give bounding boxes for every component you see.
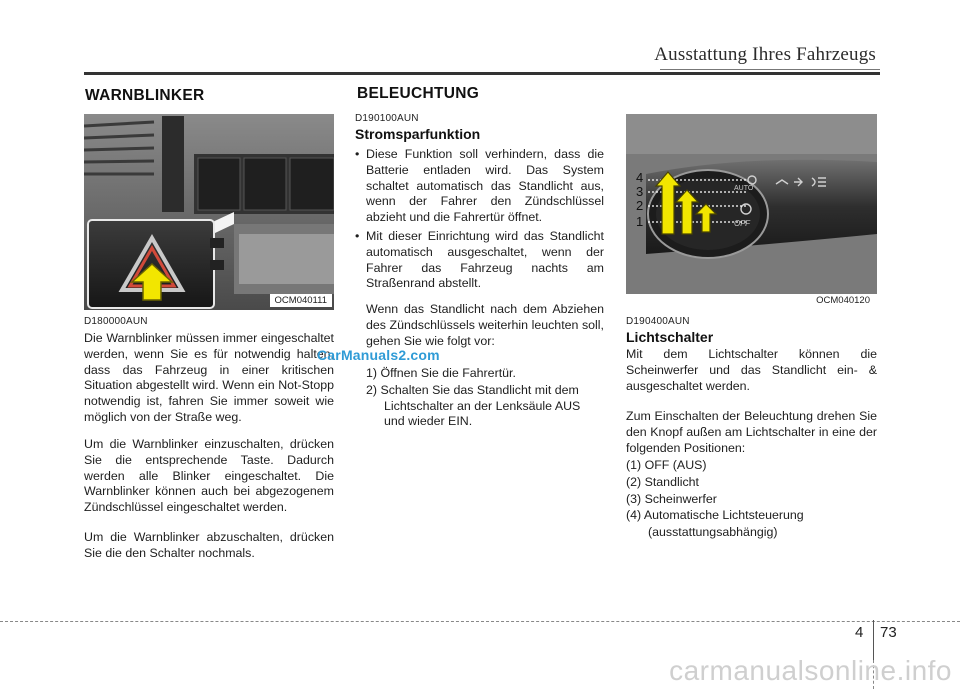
position-3: (3) Scheinwerfer	[626, 491, 717, 506]
header-rule	[84, 72, 880, 75]
stromspar-followup: Wenn das Standlicht nach dem Abziehen des Zündschlüssels weiterhin leuchten soll, gehen Sie wie folgt vor:	[366, 302, 604, 348]
lichtschalter-paragraph-2: Zum Einschalten der Beleuchtung drehen Sie den Knopf außen am Lichtschalter in eine der folgenden Positionen:	[626, 409, 877, 455]
code-beleuchtung: D190100AUN	[355, 113, 419, 124]
hazard-switch-illustration	[84, 114, 334, 310]
section-title-beleuchtung: BELEUCHTUNG	[357, 85, 480, 102]
figure-number-3: 3	[636, 184, 644, 199]
code-lichtschalter: D190400AUN	[626, 316, 690, 327]
lichtschalter-paragraph-1: Mit dem Lichtschalter können die Scheinwerfer und das Standlicht ein- & ausgeschaltet werden.	[626, 347, 877, 393]
light-stalk-icon	[626, 114, 877, 310]
hazard-switch-figure	[84, 114, 334, 310]
watermark-carmanuals: CarManuals2.com	[317, 347, 440, 363]
subtitle-stromsparfunktion: Stromsparfunktion	[355, 126, 481, 142]
stromspar-bullets	[355, 147, 604, 295]
warnblinker-paragraph-3: Um die Warnblinker abzuschalten, drücken Sie die den Schalter nochmals.	[84, 530, 334, 560]
warnblinker-paragraph-2: Um die Warnblinker einzuschalten, drücken Sie die entsprechende Taste. Dadurch werden alle Blinker eingeschaltet. Die Warnblinker können auch bei abgezogenem Zündschlüssel eingeschaltet werden.	[84, 437, 334, 515]
footer-rule	[0, 621, 960, 622]
figure-number-4: 4	[636, 170, 644, 185]
stromspar-bullet-2: • Mit dieser Einrichtung wird das Standlicht automatisch ausgeschaltet, wenn der Fahrer das Fahrzeug nachts am Straßenrand abstellt.	[355, 228, 604, 291]
figure-label-warnblinker: OCM040111	[270, 294, 332, 307]
figure-label-lichtschalter: OCM040120	[816, 295, 870, 306]
chapter-number: 4	[855, 624, 864, 641]
position-4-note: (ausstattungsabhängig)	[648, 525, 778, 540]
figure-number-1: 1	[636, 214, 644, 229]
warnblinker-paragraph-1: Die Warnblinker müssen immer eingeschaltet werden, wenn Sie es für notwendig halten, dass das Fahrzeug in einer kritischen Situation abgestellt wird. Wenn ein Not-Stopp notwendig ist, fahren Sie immer soweit wie möglich von der Straße weg.	[84, 331, 334, 424]
code-warnblinker: D180000AUN	[84, 316, 148, 327]
position-1: (1) OFF (AUS)	[626, 458, 707, 472]
lichtschalter-positions	[626, 458, 877, 542]
figure-number-2: 2	[636, 198, 644, 213]
light-switch-figure	[626, 114, 877, 310]
position-4: (4) Automatische Lichtsteuerung	[626, 508, 804, 523]
stromspar-steps	[366, 366, 604, 431]
switch-off-label: OFF	[734, 219, 750, 228]
position-2: (2) Standlicht	[626, 474, 700, 489]
stromspar-bullet-1: • Diese Funktion soll verhindern, dass die Batterie entladen wird. Das System schaltet automatisch das Standlicht aus, wenn der Fahrer den Zündschlüssel abzieht und die Fahrertür öffnet.	[355, 147, 604, 225]
page-separator	[873, 620, 874, 660]
stromspar-step-1: 1) Öffnen Sie die Fahrertür.	[366, 366, 516, 380]
section-title-warnblinker: WARNBLINKER	[85, 87, 205, 104]
running-header-title: Ausstattung Ihres Fahrzeugs	[654, 44, 876, 65]
header-rule-thin	[660, 69, 880, 70]
switch-auto-label: AUTO	[734, 185, 754, 192]
stromspar-step-2: 2) Schalten Sie das Standlicht mit dem Lichtschalter an der Lenksäule AUS und wieder EIN.	[366, 382, 581, 429]
page-number: 73	[880, 624, 897, 641]
subtitle-lichtschalter: Lichtschalter	[626, 329, 714, 345]
site-watermark: carmanualsonline.info	[669, 655, 952, 686]
